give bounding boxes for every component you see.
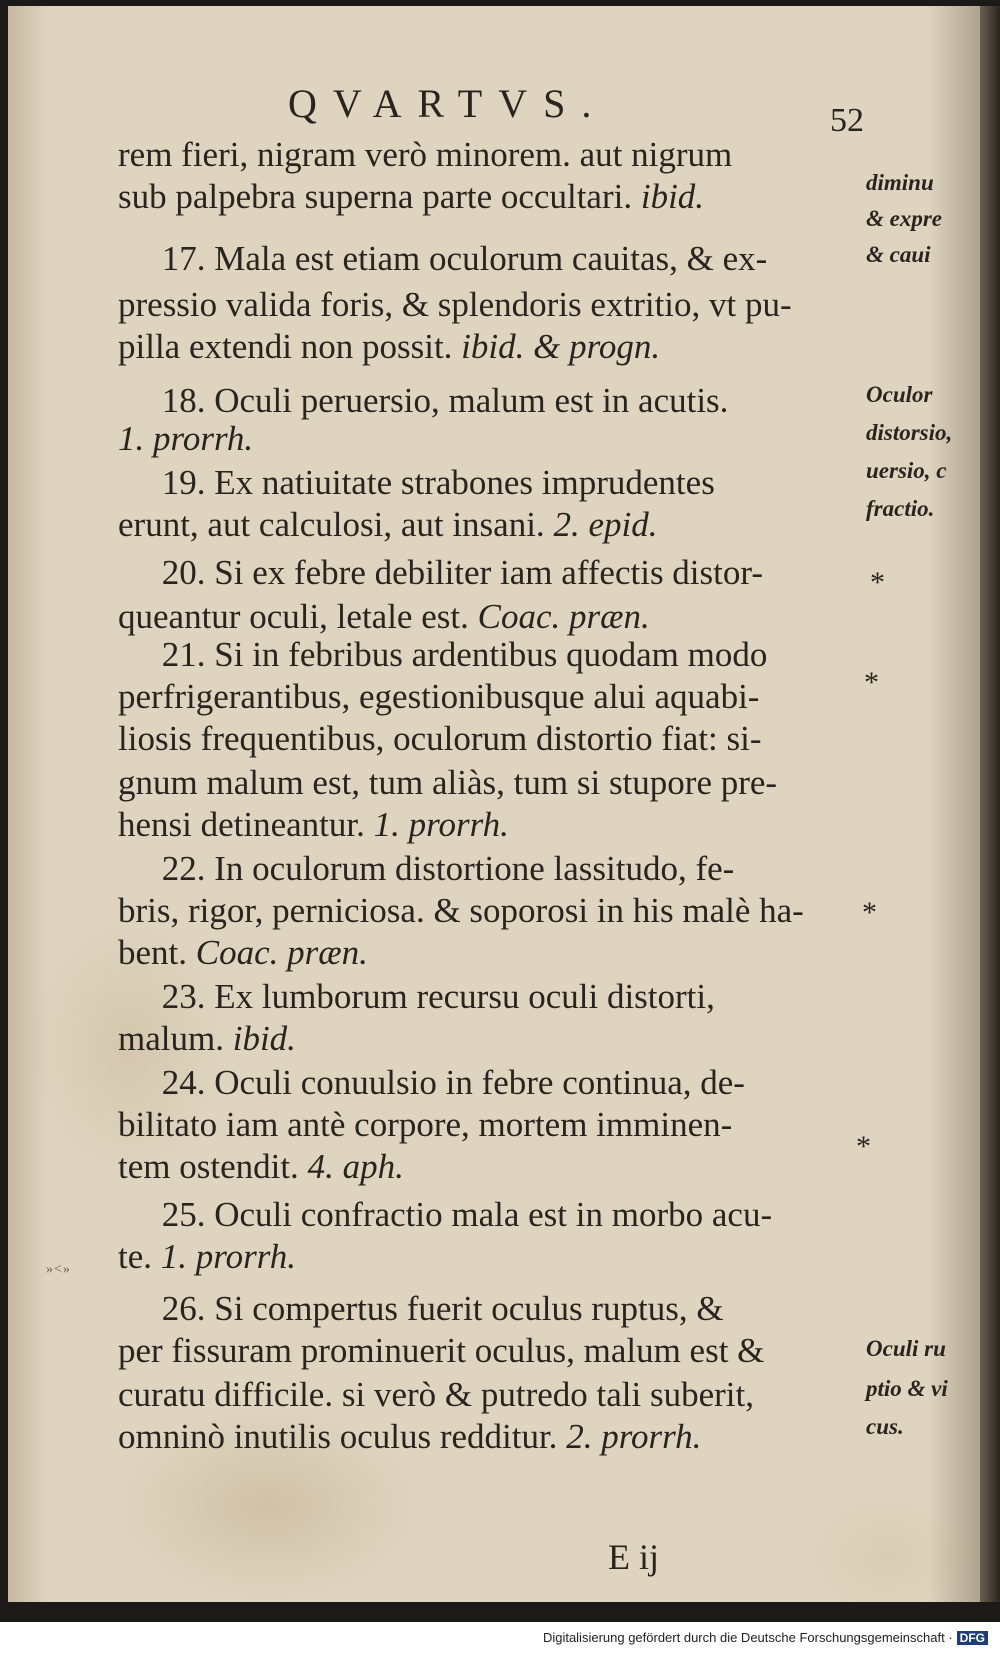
citation-reference: 1. prorrh. xyxy=(118,419,254,458)
text-line xyxy=(118,1194,772,1236)
text-line xyxy=(118,176,704,218)
text-line xyxy=(118,238,767,280)
citation-reference: ibid. xyxy=(232,1019,296,1058)
text-line xyxy=(118,890,804,932)
line-text: 21. Si in febribus ardentibus quodam modo xyxy=(118,635,768,674)
marginal-note: & expre xyxy=(866,206,943,231)
line-text: bris, rigor, perniciosa. & soporosi in his malè ha- xyxy=(118,891,804,930)
marginal-note: Oculi ru xyxy=(866,1336,946,1361)
asterisk-mark: * xyxy=(862,896,877,929)
text-line xyxy=(118,326,660,368)
text-line xyxy=(118,1104,732,1146)
footer-credit: Digitalisierung gefördert durch die Deutsche Forschungsgemeinschaft · xyxy=(542,1630,953,1645)
text-line xyxy=(118,976,715,1018)
line-text: pilla extendi non possit. xyxy=(118,327,462,366)
running-head: QVARTVS. xyxy=(288,81,608,126)
text-line xyxy=(118,718,762,760)
citation-reference: 2. epid. xyxy=(553,505,658,544)
line-text: erunt, aut calculosi, aut insani. xyxy=(118,505,554,544)
marginal-note: ptio & vi xyxy=(866,1376,948,1401)
line-text: 24. Oculi conuulsio in febre continua, de- xyxy=(118,1063,745,1102)
line-text: malum. xyxy=(118,1019,233,1058)
marginal-note: Oculor xyxy=(866,382,933,407)
citation-reference: 4. aph. xyxy=(307,1147,404,1186)
line-text: gnum malum est, tum aliàs, tum si stupore pre- xyxy=(118,763,778,802)
text-line xyxy=(118,1146,404,1188)
text-line xyxy=(118,676,759,718)
marginal-note: uersio, c xyxy=(866,458,947,483)
asterisk-mark: * xyxy=(870,566,885,599)
line-text: 17. Mala est etiam oculorum cauitas, & ex- xyxy=(118,239,768,278)
text-line xyxy=(118,1288,724,1330)
line-text: queantur oculi, letale est. xyxy=(118,597,478,636)
citation-reference: Coac. præn. xyxy=(195,933,368,972)
citation-reference: Coac. præn. xyxy=(477,597,650,636)
marginal-note: cus. xyxy=(866,1414,904,1439)
asterisk-mark: * xyxy=(856,1130,871,1163)
text-line xyxy=(118,1416,701,1458)
line-text: sub palpebra superna parte occultari. xyxy=(118,177,641,216)
ink-smudge: »<» xyxy=(46,1262,71,1277)
line-text: 19. Ex natiuitate strabones imprudentes xyxy=(118,463,715,502)
text-line xyxy=(118,596,650,638)
text-line xyxy=(118,462,715,504)
line-text: liosis frequentibus, oculorum distortio fiat: si- xyxy=(118,719,762,758)
marginal-note: distorsio, xyxy=(866,420,953,445)
citation-reference: 1. prorrh. xyxy=(373,805,509,844)
line-text: pressio valida foris, & splendoris extritio, vt pu- xyxy=(118,285,792,324)
marginal-note: & caui xyxy=(866,242,931,267)
text-line xyxy=(118,380,728,422)
line-text: 22. In oculorum distortione lassitudo, fe- xyxy=(118,849,735,888)
line-text: omninò inutilis oculus redditur. xyxy=(118,1417,567,1456)
signature-mark: E ij xyxy=(608,1537,659,1577)
digitization-footer xyxy=(0,1622,1000,1654)
marginal-note: diminu xyxy=(866,170,934,195)
citation-reference: ibid. & progn. xyxy=(461,327,661,366)
text-line xyxy=(118,804,509,846)
line-text: hensi detineantur. xyxy=(118,805,374,844)
marginal-note: fractio. xyxy=(866,496,935,521)
text-line xyxy=(118,848,734,890)
text-line xyxy=(118,284,792,326)
text-line xyxy=(118,1330,764,1372)
line-text: 23. Ex lumborum recursu oculi distorti, xyxy=(118,977,715,1016)
citation-reference: 2. prorrh. xyxy=(566,1417,702,1456)
folio-number: 52 xyxy=(830,102,864,139)
text-line xyxy=(118,932,368,974)
text-line xyxy=(118,504,657,546)
text-line xyxy=(118,552,763,594)
text-line xyxy=(118,418,253,460)
text-line xyxy=(118,134,741,176)
text-line xyxy=(118,1062,745,1104)
line-text: rem fieri, nigram verò minorem. aut nigrum xyxy=(118,135,742,174)
citation-reference: 1. prorrh. xyxy=(160,1237,296,1276)
line-text: bilitato iam antè corpore, mortem imminen- xyxy=(118,1105,733,1144)
line-text: 18. Oculi peruersio, malum est in acutis. xyxy=(118,381,729,420)
footer-text xyxy=(543,1630,988,1645)
text-line xyxy=(118,1018,296,1060)
line-text: per fissuram prominuerit oculus, malum est & xyxy=(118,1331,765,1370)
line-text: tem ostendit. xyxy=(118,1147,308,1186)
citation-reference: ibid. xyxy=(640,177,705,216)
book-edge xyxy=(980,6,1000,1602)
book-page xyxy=(8,6,980,1602)
asterisk-mark: * xyxy=(864,666,879,699)
line-text: 25. Oculi confractio mala est in morbo acu- xyxy=(118,1195,773,1234)
line-text: perfrigerantibus, egestionibusque alui aquabi- xyxy=(118,677,760,716)
line-text: curatu difficile. si verò & putredo tali suberit, xyxy=(118,1375,754,1414)
line-text: bent. xyxy=(118,933,196,972)
text-line xyxy=(118,634,767,676)
text-line xyxy=(118,1236,296,1278)
line-text: te. xyxy=(118,1237,161,1276)
dfg-logo: DFG xyxy=(957,1631,988,1645)
line-text: 26. Si compertus fuerit oculus ruptus, & xyxy=(118,1289,724,1328)
text-line xyxy=(118,1374,754,1416)
line-text: 20. Si ex febre debiliter iam affectis distor- xyxy=(118,553,763,592)
text-line xyxy=(118,762,777,804)
